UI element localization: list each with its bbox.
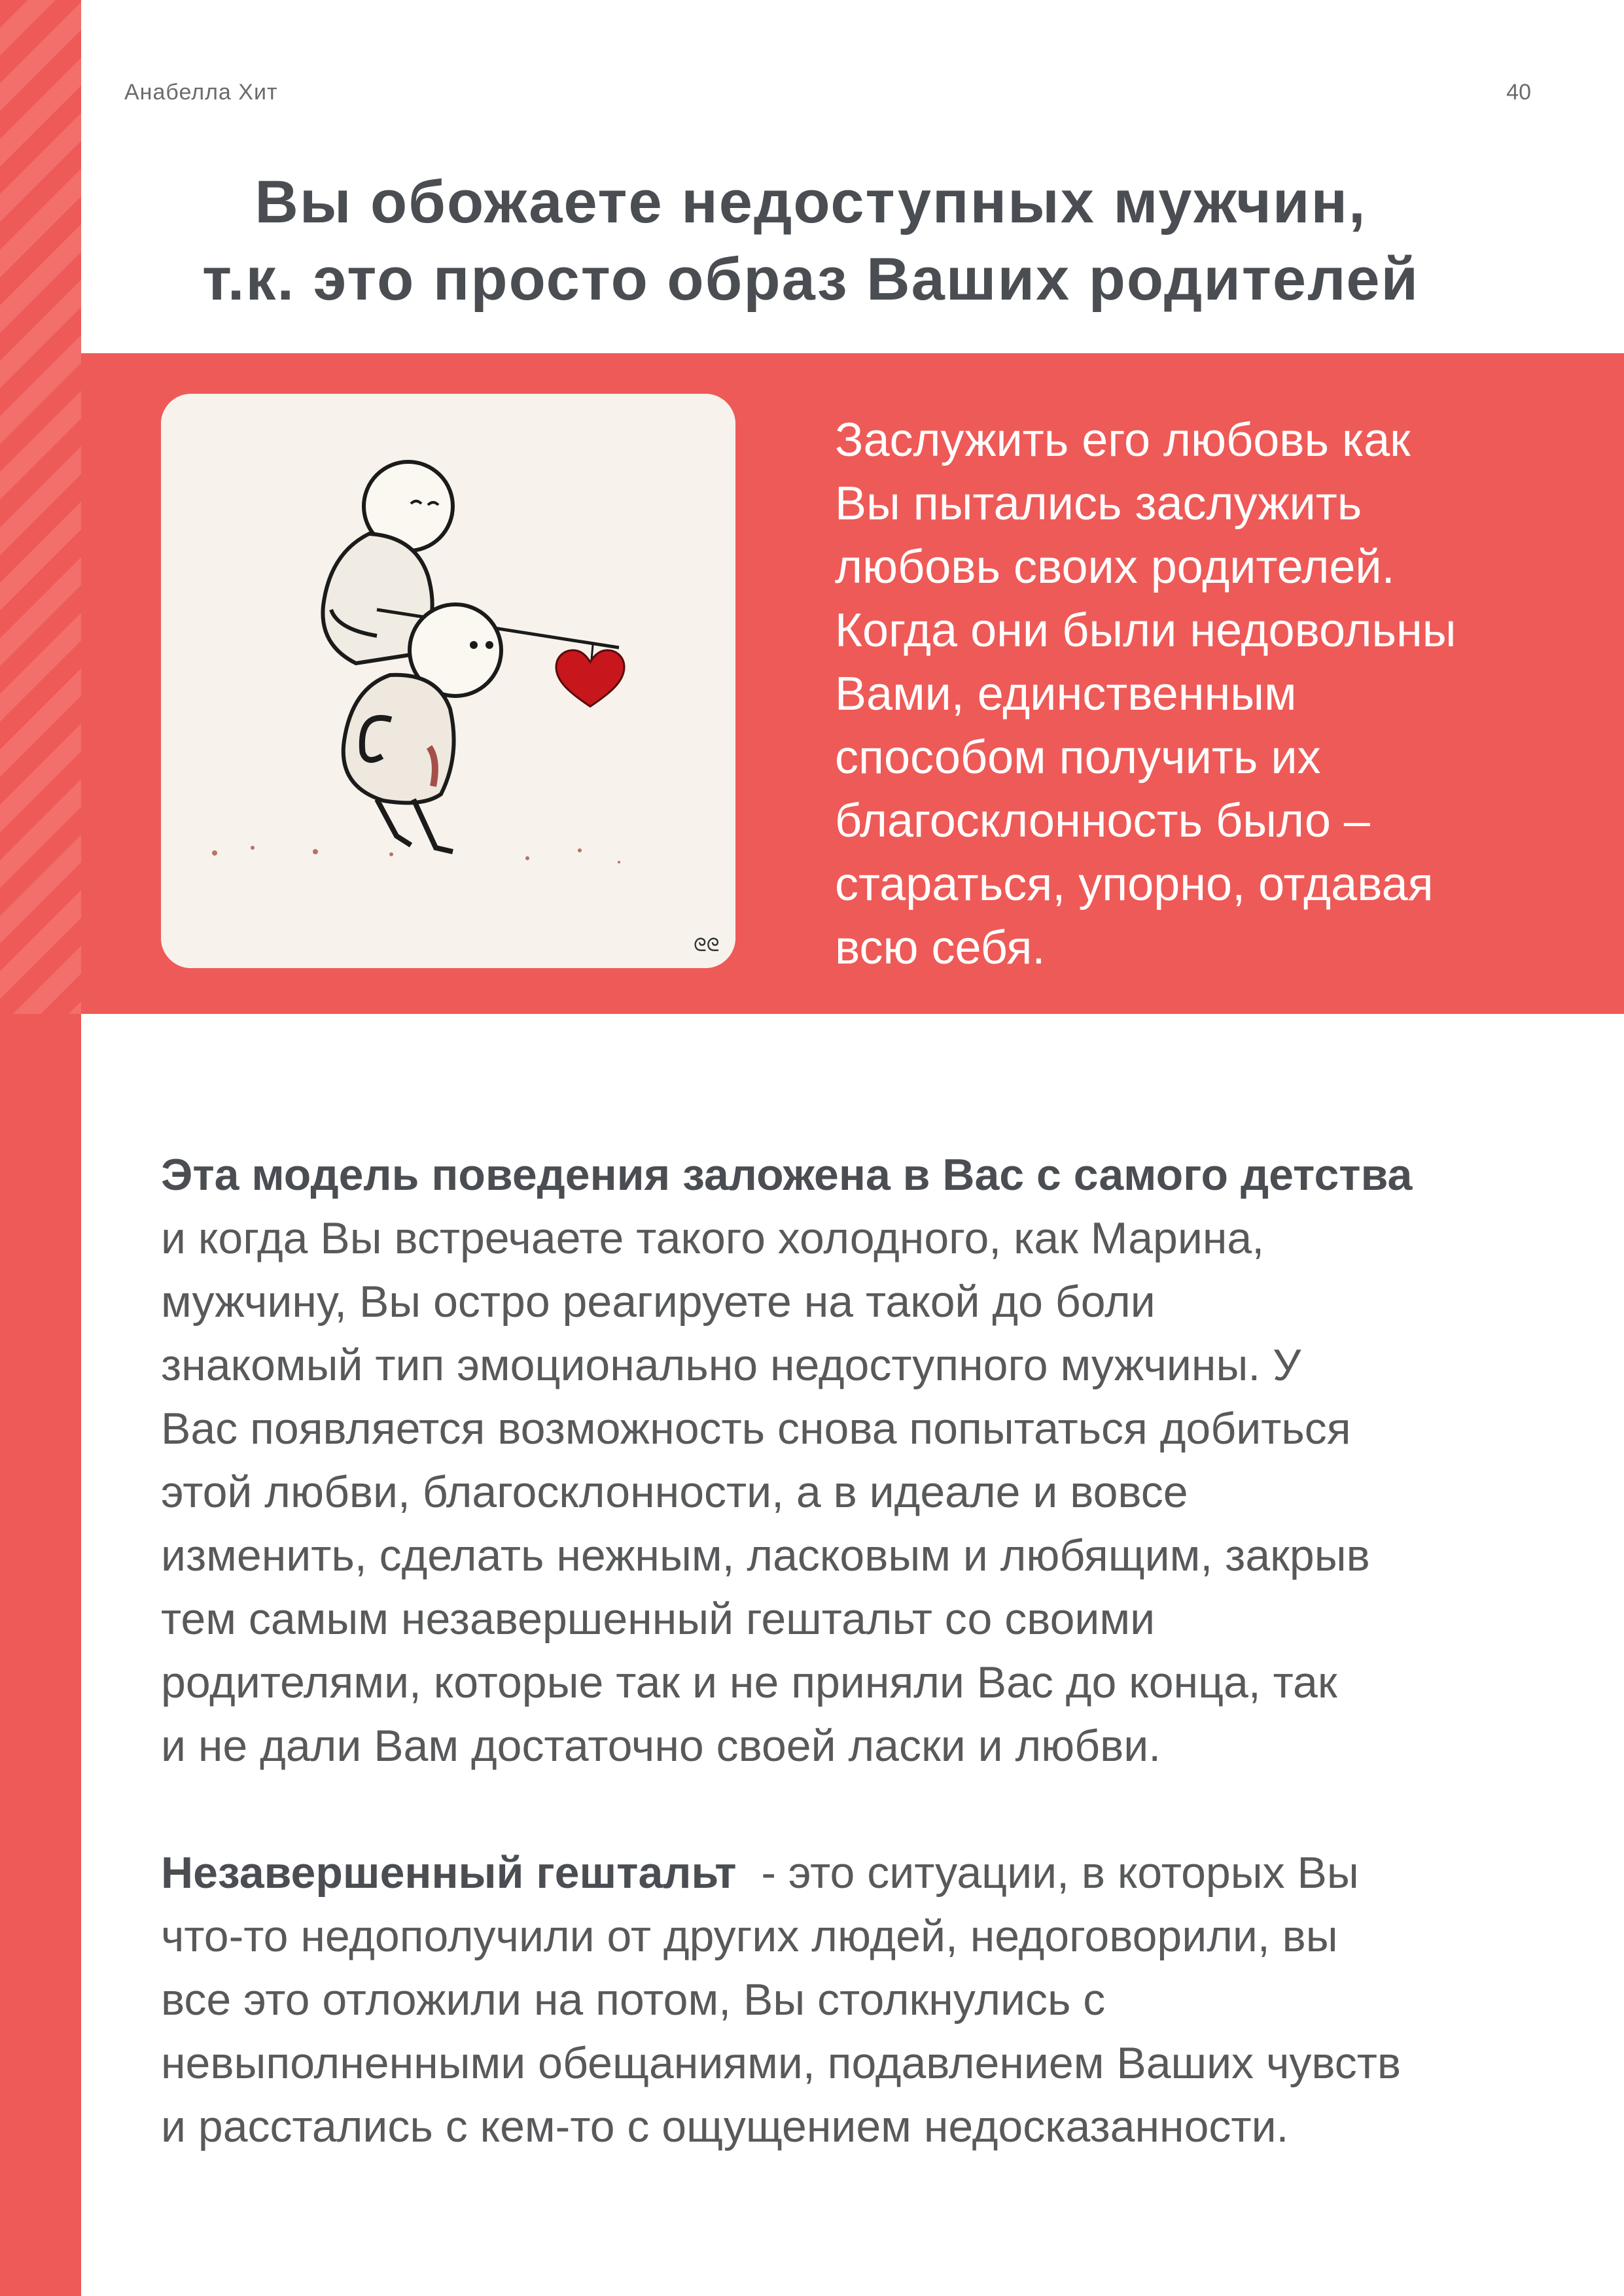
illustration-drawing xyxy=(161,394,735,968)
paragraph-lead-line xyxy=(161,1143,1574,1207)
paragraph-line: Вас появляется возможность снова попытаться добиться xyxy=(161,1404,1351,1453)
paragraph-gestalt-definition xyxy=(161,1841,1574,2159)
paragraph-line: родителями, которые так и не приняли Вас до конца, так xyxy=(161,1658,1337,1707)
paragraph-line: и не дали Вам достаточно своей ласки и любви. xyxy=(161,1721,1161,1771)
page-title xyxy=(81,164,1540,318)
paragraph-lead-rest: - это ситуации, в которых Вы xyxy=(736,1848,1359,1898)
highlight-band-text xyxy=(835,409,1568,980)
paragraph-line: что-то недополучили от других людей, недоговорили, вы xyxy=(161,1911,1338,1961)
paragraph-line: знакомый тип эмоционально недоступного мужчины. У xyxy=(161,1340,1301,1390)
paragraph-line: изменить, сделать нежным, ласковым и любящим, закрыв xyxy=(161,1531,1370,1580)
paragraph-lead-line xyxy=(161,1841,1574,1905)
paragraph-line: этой любви, благосклонности, а в идеале и вовсе xyxy=(161,1467,1188,1517)
band-text-line: способом получить их xyxy=(835,731,1321,784)
page-title-line-1: Вы обожаете недоступных мужчин, xyxy=(255,169,1367,235)
paragraph-behavior-model xyxy=(161,1143,1574,1778)
paragraph-line: и расстались с кем-то с ощущением недосказанности. xyxy=(161,2102,1289,2151)
band-text-line: Заслужить его любовь как xyxy=(835,414,1411,466)
paragraph-line: тем самым незавершенный гештальт со своими xyxy=(161,1594,1156,1644)
decorative-side-bar xyxy=(0,1014,81,2296)
band-text-line: любовь своих родителей. xyxy=(835,541,1395,593)
illustration-signature: ᘓᘓ xyxy=(694,934,720,956)
header-author: Анабелла Хит xyxy=(124,80,278,105)
page-title-line-2: т.к. это просто образ Ваших родителей xyxy=(202,246,1420,313)
band-text-line: стараться, упорно, отдавая xyxy=(835,858,1434,911)
paragraph-bold-lead: Эта модель поведения заложена в Вас с самого детства xyxy=(161,1150,1413,1200)
band-text-line: Вы пытались заслужить xyxy=(835,478,1362,530)
band-text-line: благосклонность было – xyxy=(835,795,1370,847)
paragraph-line: и когда Вы встречаете такого холодного, как Марина, xyxy=(161,1213,1265,1263)
paragraph-line: невыполненными обещаниями, подавлением Ваших чувств xyxy=(161,2038,1402,2088)
illustration-image xyxy=(161,394,735,968)
paragraph-bold-lead: Незавершенный гештальт xyxy=(161,1848,737,1898)
band-text-line: всю себя. xyxy=(835,922,1046,974)
paragraph-line: мужчину, Вы остро реагируете на такой до боли xyxy=(161,1277,1156,1327)
band-text-line: Вами, единственным xyxy=(835,668,1297,720)
paragraph-line: все это отложили на потом, Вы столкнулись с xyxy=(161,1975,1106,2025)
page-number: 40 xyxy=(1506,80,1531,105)
band-text-line: Когда они были недовольны xyxy=(835,604,1456,657)
